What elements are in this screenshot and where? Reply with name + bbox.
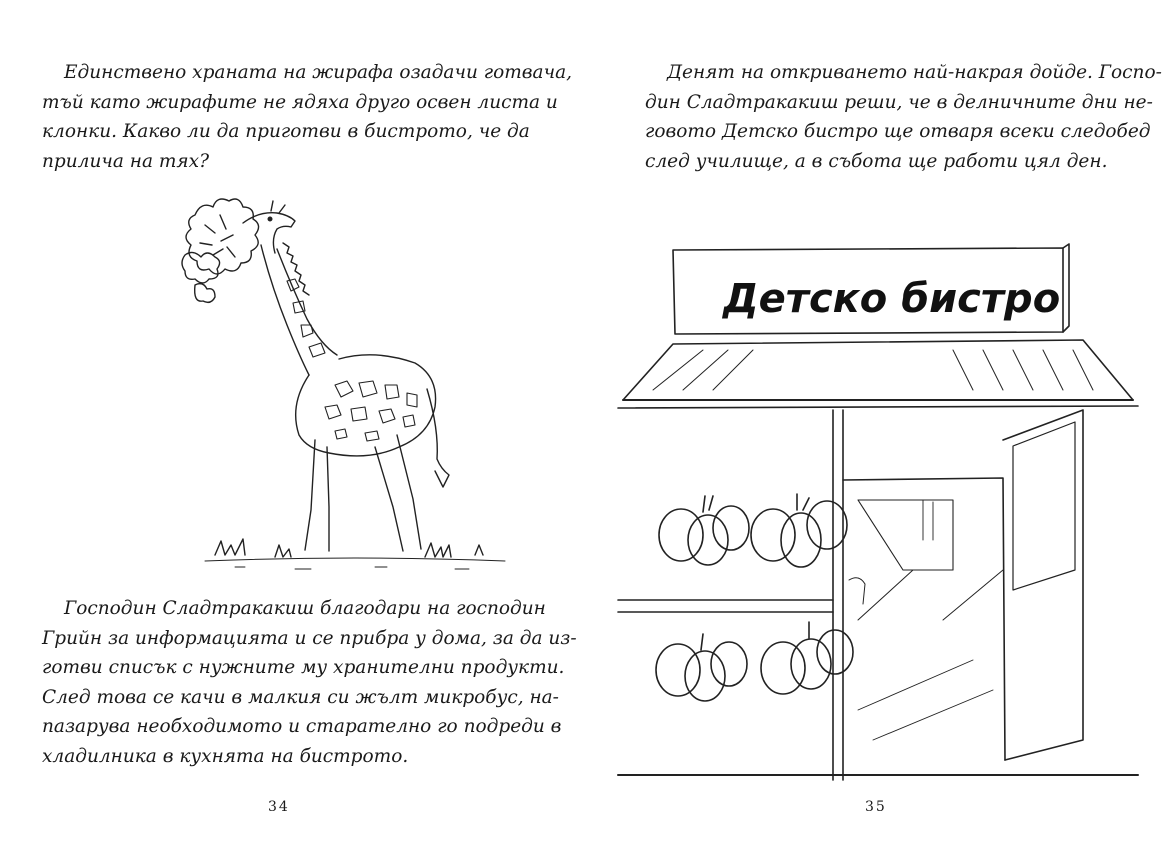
text-line: тъй като жирафите не ядяха друго освен листа и (42, 91, 558, 113)
bistro-illustration (613, 240, 1143, 785)
text-line: дин Сладтракакиш реши, че в делничните дни не- (645, 91, 1153, 113)
fruit-bunch (659, 496, 749, 565)
left-paragraph-1 (42, 58, 572, 176)
text-line: говото Детско бистро ще отваря всеки следобед (645, 121, 1151, 142)
text-line: прилича на тях? (42, 150, 210, 172)
text-line: пазарува необходимото и старателно го подреди в (42, 716, 562, 737)
left-paragraph-2 (42, 594, 577, 771)
right-paragraph-1 (645, 58, 1162, 176)
right-page (583, 0, 1166, 851)
fruit-bunch (656, 634, 747, 701)
page-number: 35 (865, 799, 887, 815)
giraffe-illustration (175, 185, 525, 580)
sign-text: Детско бистро (723, 276, 1061, 322)
text-line: хладилника в кухнята на бистрото. (42, 745, 409, 767)
text-line: След това се качи в малкия си жълт микробус, на- (42, 686, 559, 708)
text-line: готви списък с нужните му хранителни продукти. (42, 657, 565, 678)
page-number: 34 (268, 799, 290, 815)
text-line: Денят на откриването най-накрая дойде. Госпо- (667, 62, 1162, 83)
text-line: Грийн за информацията и се прибра у дома, за да из- (42, 627, 577, 649)
text-line: клонки. Какво ли да приготви в бистрото, че да (42, 121, 530, 142)
text-line: след училище, а в събота ще работи цял ден. (645, 150, 1108, 172)
text-line: Господин Сладтракакиш благодари на господин (64, 598, 546, 619)
fruit-bunch (761, 622, 853, 694)
text-line: Единствено храната на жирафа озадачи готвача, (64, 62, 572, 83)
